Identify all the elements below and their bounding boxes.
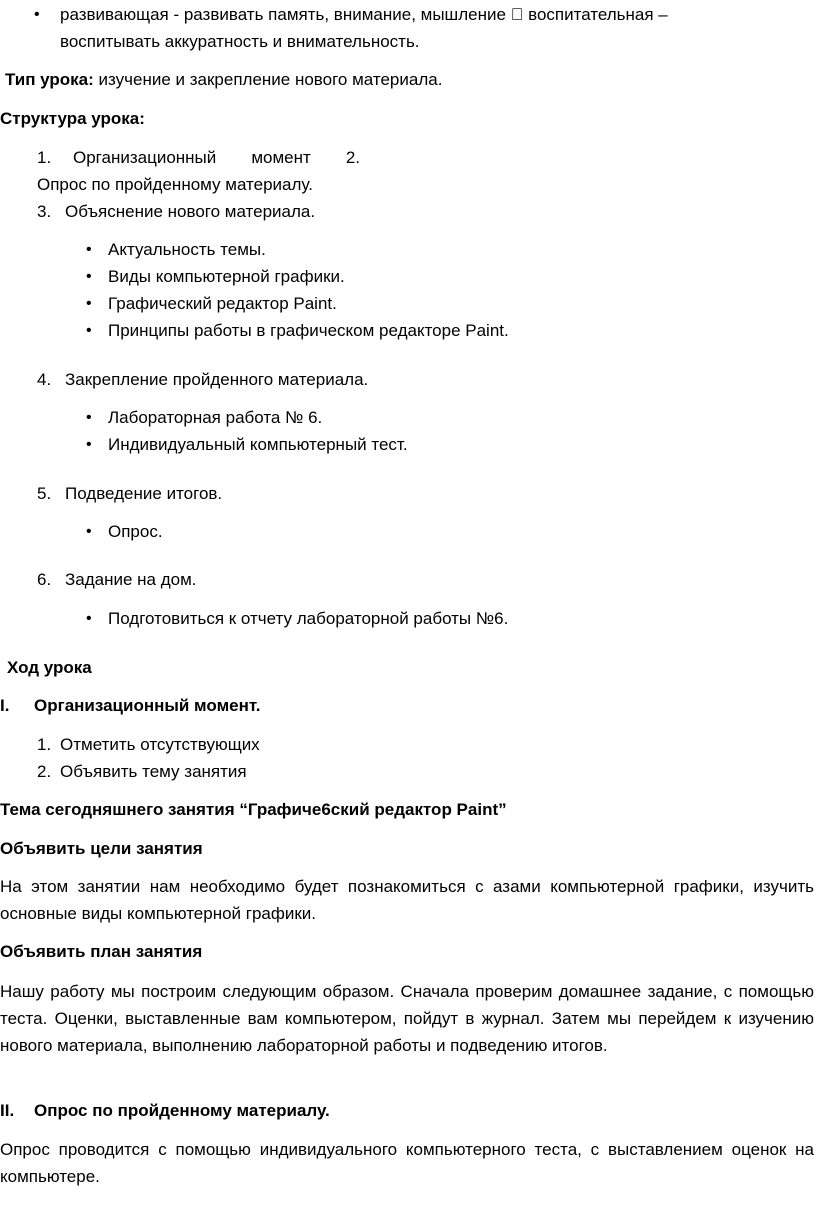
bullet: • — [86, 322, 92, 339]
structure-item-4: Закрепление пройденного материала. — [65, 370, 369, 389]
step-2-text: Объявить тему занятия — [60, 762, 247, 781]
structure-item-6: Задание на дом. — [65, 570, 197, 589]
goals-bullet: • — [34, 6, 40, 23]
section-2-paragraph: Опрос проводится с помощью индивидуального компьютерного теста, с выставлением оценок на компьютере. — [0, 1140, 814, 1186]
structure-item-6-num: 6. — [37, 570, 52, 589]
step-1-text: Отметить отсутствующих — [60, 735, 260, 754]
progress-title: Ход урока — [7, 658, 92, 677]
structure-item-1-word-3: 2. — [345, 148, 360, 167]
bullet: • — [86, 523, 92, 540]
section-2-title: Опрос по пройденному материалу. — [34, 1101, 330, 1120]
goals-line-1: развивающая - развивать память, внимание, мышление   воспитательная – — [60, 5, 668, 24]
lesson-type-label: Тип урока: — [5, 70, 94, 89]
section-1-num: I. — [0, 696, 10, 715]
structure-item-1 — [73, 147, 360, 169]
goals-line-2: воспитывать аккуратность и внимательность. — [60, 32, 420, 51]
structure-item-3-bullet-4: Принципы работы в графическом редакторе Paint. — [108, 321, 509, 340]
step-2-num: 2. — [37, 762, 52, 781]
structure-item-5-bullet-1: Опрос. — [108, 522, 163, 541]
structure-item-4-num: 4. — [37, 370, 52, 389]
bullet: • — [86, 268, 92, 285]
structure-item-4-bullet-1: Лабораторная работа № 6. — [108, 408, 323, 427]
step-1-num: 1. — [37, 735, 52, 754]
structure-item-5-num: 5. — [37, 484, 52, 503]
plan-paragraph: Нашу работу мы построим следующим образом. Сначала проверим домашнее задание, с помощью теста. Оценки, выставленные вам компьютером, пойдут в журнал. Затем мы перейдем к изучению нового материала, выполнению лабораторной работы и подведению итогов. — [0, 982, 814, 1055]
structure-item-6-bullet-1: Подготовиться к отчету лабораторной работы №6. — [108, 609, 509, 628]
structure-item-1-word-1: Организационный — [73, 148, 217, 167]
structure-item-3-bullet-2: Виды компьютерной графики. — [108, 267, 345, 286]
section-1-title: Организационный момент. — [34, 696, 261, 715]
goals-heading: Объявить цели занятия — [0, 839, 203, 858]
structure-item-3: Объяснение нового материала. — [65, 202, 316, 221]
structure-item-4-bullet-2: Индивидуальный компьютерный тест. — [108, 435, 408, 454]
structure-item-1-word-2: момент — [251, 148, 311, 167]
structure-title: Структура урока: — [0, 109, 145, 128]
bullet: • — [86, 610, 92, 627]
structure-item-2: Опрос по пройденному материалу. — [37, 175, 313, 194]
bullet: • — [86, 241, 92, 258]
lesson-type-value: изучение и закрепление нового материала. — [93, 70, 443, 89]
lesson-type — [5, 69, 442, 91]
bullet: • — [86, 295, 92, 312]
plan-heading: Объявить план занятия — [0, 942, 203, 961]
section-2-num: II. — [0, 1101, 15, 1120]
bullet: • — [86, 436, 92, 453]
structure-item-3-bullet-3: Графический редактор Paint. — [108, 294, 337, 313]
structure-item-3-num: 3. — [37, 202, 52, 221]
lesson-topic: Тема сегодняшнего занятия “Графиче6ский редактор Paint” — [0, 800, 507, 819]
structure-item-1-num: 1. — [37, 148, 52, 167]
goals-paragraph: На этом занятии нам необходимо будет познакомиться с азами компьютерной графики, изучить основные виды компьютерной графики. — [0, 877, 814, 923]
structure-item-3-bullet-1: Актуальность темы. — [108, 240, 266, 259]
structure-item-5: Подведение итогов. — [65, 484, 223, 503]
bullet: • — [86, 409, 92, 426]
